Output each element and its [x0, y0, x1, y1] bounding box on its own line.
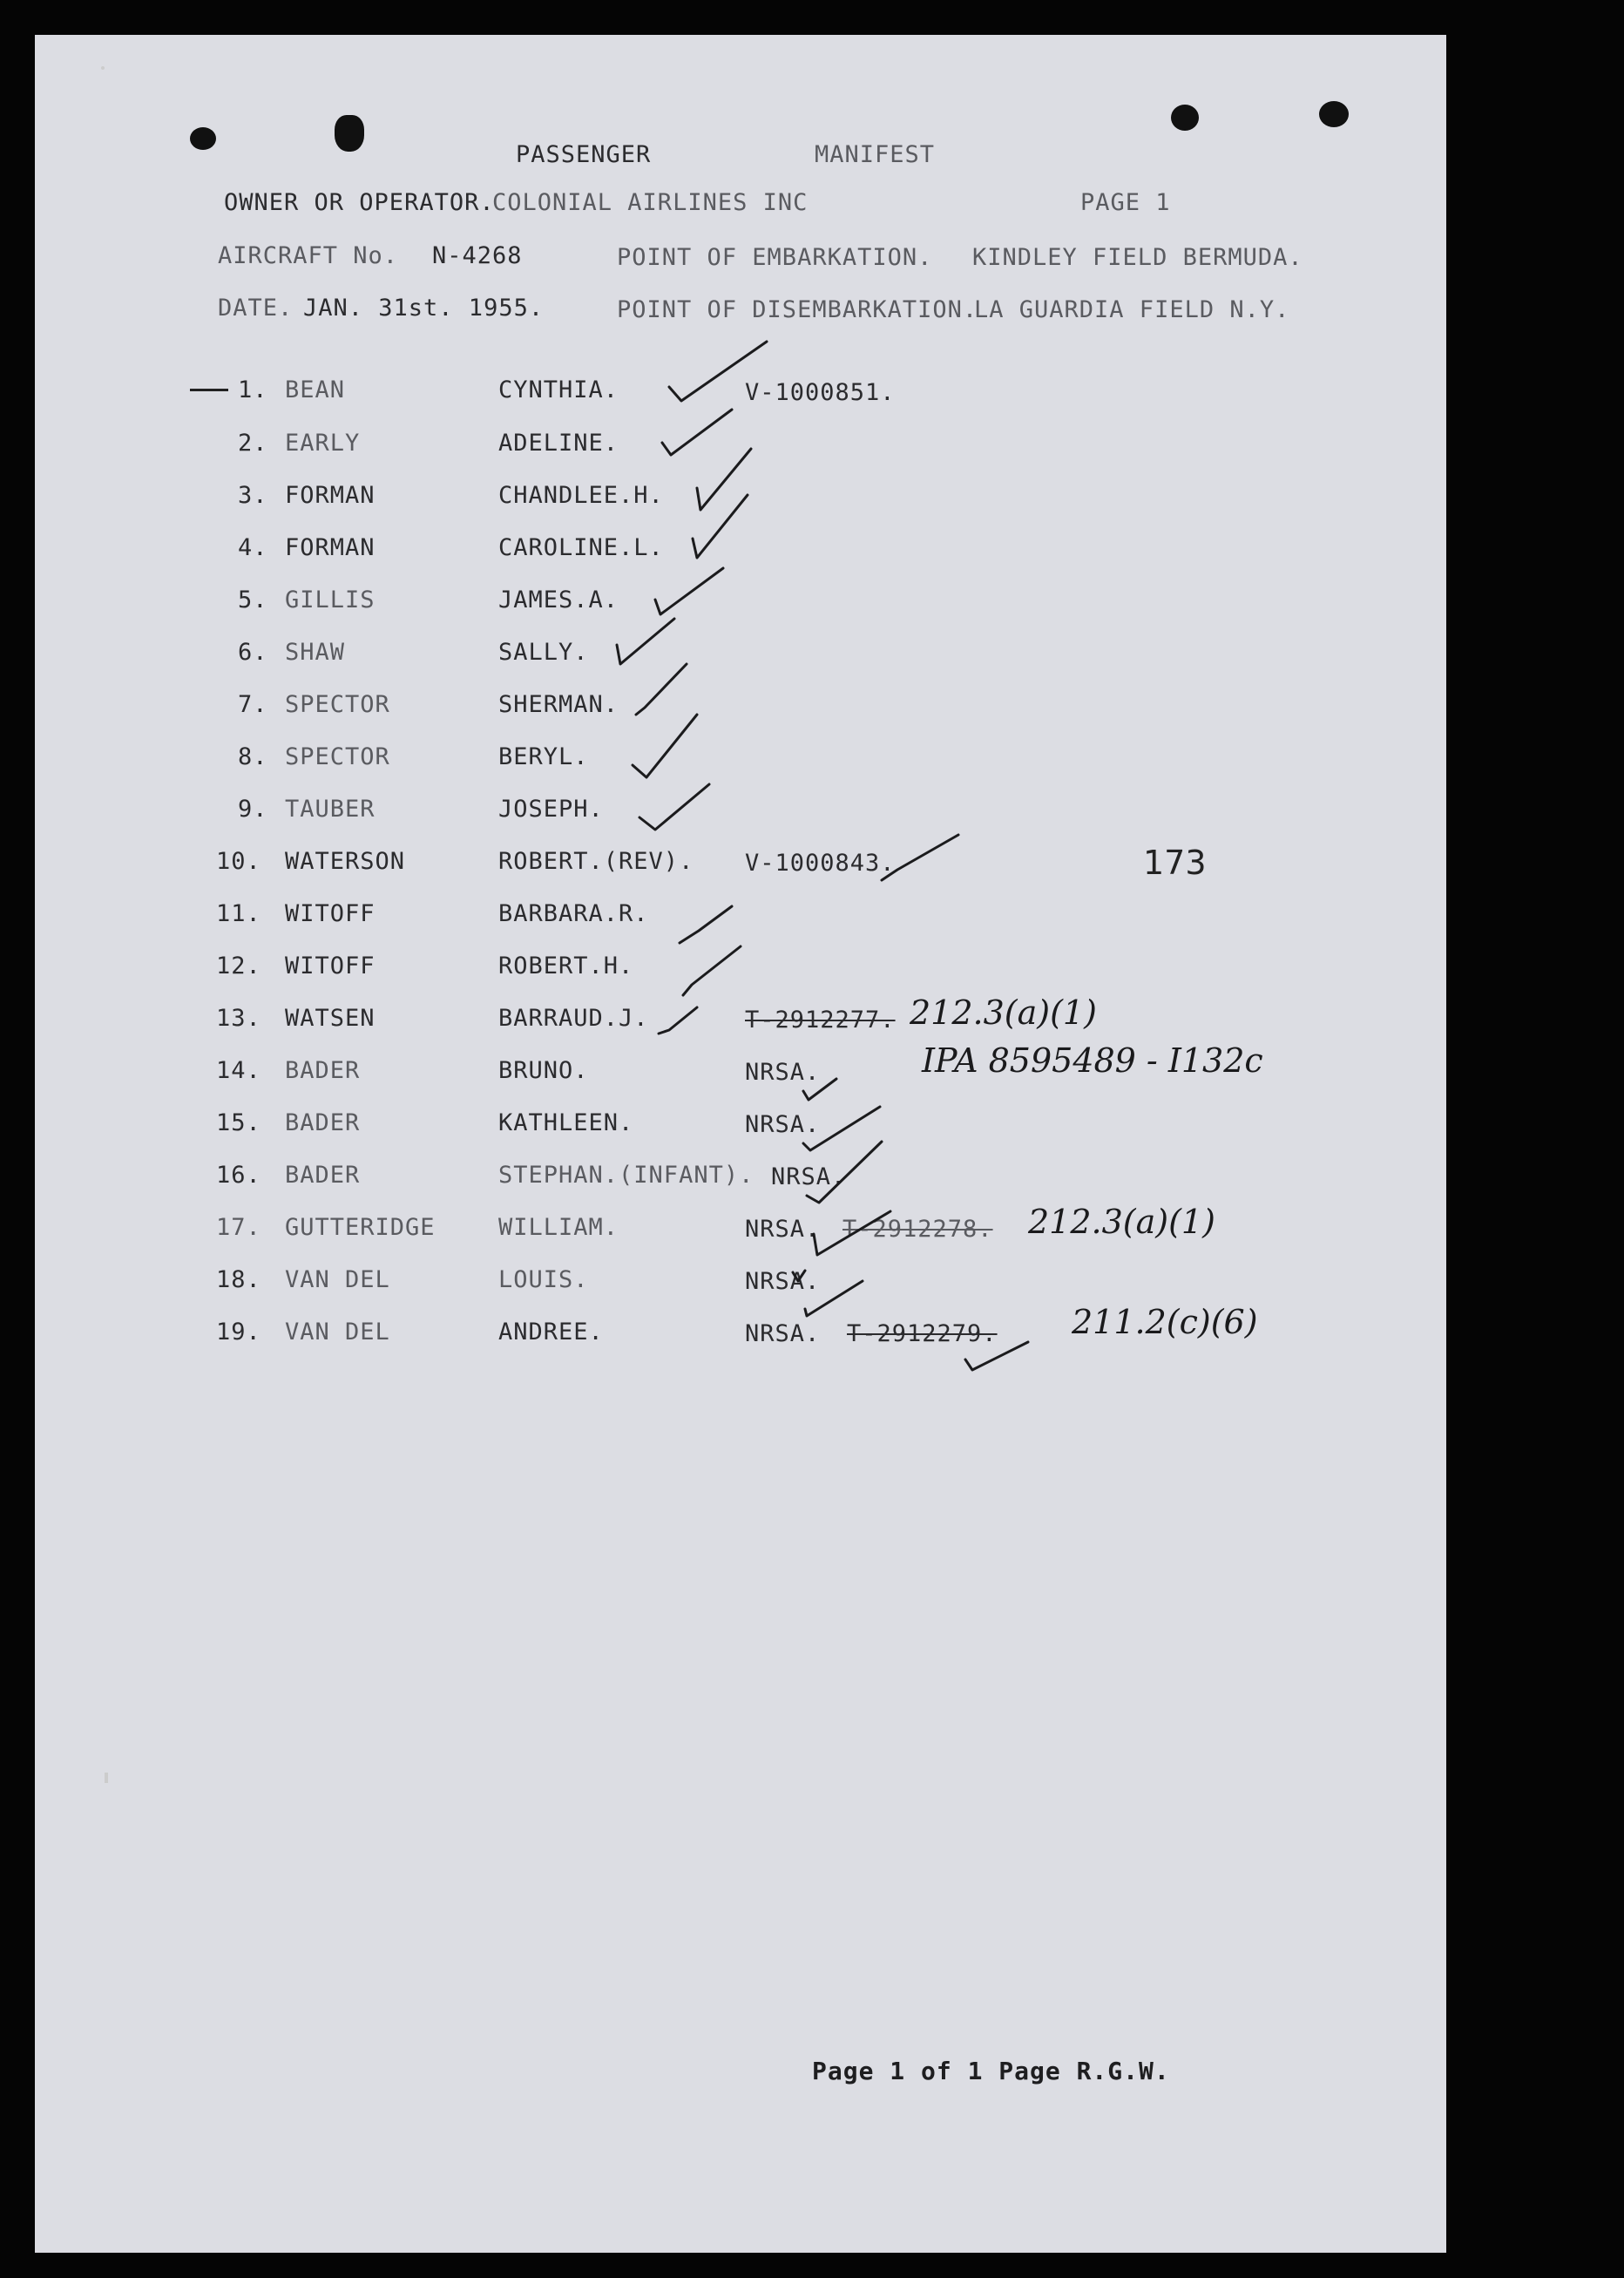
passenger-surname: BEAN — [285, 376, 346, 403]
passenger-given-name: STEPHAN.(INFANT). — [498, 1162, 754, 1189]
passenger-given-name: WILLIAM. — [498, 1214, 619, 1241]
check-mark-icon — [882, 835, 958, 880]
disembark-value: LA GUARDIA FIELD N.Y. — [974, 296, 1290, 323]
passenger-surname: SPECTOR — [285, 691, 390, 718]
check-mark-icon — [662, 410, 732, 455]
passenger-surname: BADER — [285, 1109, 361, 1136]
passenger-given-name: ROBERT.(REV). — [498, 848, 694, 875]
passenger-surname: FORMAN — [285, 482, 376, 509]
check-mark-icon — [803, 1107, 880, 1150]
passenger-number: 13. — [216, 1005, 261, 1032]
passenger-given-name: BERYL. — [498, 743, 589, 770]
passenger-surname: GILLIS — [285, 586, 376, 614]
check-mark-icon — [636, 664, 687, 715]
passenger-document: NRSA. — [771, 1163, 847, 1190]
passenger-document-2: T-2912279. — [847, 1320, 998, 1347]
passenger-number: 3. — [238, 482, 268, 509]
passenger-number: 7. — [238, 691, 268, 718]
stamp-number: 173 — [1143, 844, 1207, 882]
passenger-number: 5. — [238, 586, 268, 614]
margin-speck — [105, 1773, 108, 1783]
passenger-given-name: CYNTHIA. — [498, 376, 619, 403]
handwritten-note: IPA 8595489 - I132c — [922, 1041, 1263, 1080]
check-mark-icon — [965, 1342, 1028, 1370]
check-mark-icon — [814, 1211, 890, 1255]
check-mark-icon — [683, 946, 741, 995]
passenger-document: NRSA. — [745, 1059, 821, 1086]
passenger-given-name: LOUIS. — [498, 1266, 589, 1293]
passenger-given-name: ADELINE. — [498, 430, 619, 457]
passenger-given-name: KATHLEEN. — [498, 1109, 634, 1136]
passenger-document: V-1000843. — [745, 850, 896, 877]
passenger-surname: TAUBER — [285, 796, 376, 823]
passenger-number: 4. — [238, 534, 268, 561]
passenger-number: 2. — [238, 430, 268, 457]
passenger-document: V-1000851. — [745, 379, 896, 406]
check-mark-icon — [617, 619, 674, 664]
check-mark-icon — [659, 1007, 697, 1034]
aircraft-label: AIRCRAFT No. — [218, 242, 399, 269]
check-mark-icon — [680, 906, 732, 943]
passenger-surname: GUTTERIDGE — [285, 1214, 436, 1241]
passenger-given-name: CAROLINE.L. — [498, 534, 664, 561]
handwritten-note: 212.3(a)(1) — [1028, 1203, 1215, 1241]
passenger-given-name: ANDREE. — [498, 1319, 604, 1346]
passenger-number: 11. — [216, 900, 261, 927]
manifest-title-left: PASSENGER — [516, 141, 652, 168]
passenger-surname: EARLY — [285, 430, 361, 457]
passenger-document: NRSA. — [745, 1268, 821, 1295]
check-mark-icon — [655, 568, 723, 614]
page-footer: Page 1 of 1 Page R.G.W. — [812, 2057, 1170, 2085]
passenger-number: 15. — [216, 1109, 261, 1136]
passenger-document: NRSA. — [745, 1111, 821, 1138]
passenger-number: 10. — [216, 848, 261, 875]
check-mark-icon — [807, 1142, 882, 1203]
passenger-surname: VAN DEL — [285, 1266, 390, 1293]
passenger-surname: WATSEN — [285, 1005, 376, 1032]
aircraft-value: N-4268 — [432, 242, 523, 269]
passenger-surname: BADER — [285, 1162, 361, 1189]
manifest-page — [35, 35, 1446, 2253]
passenger-surname: SPECTOR — [285, 743, 390, 770]
passenger-number: 1. — [238, 376, 268, 403]
passenger-surname: SHAW — [285, 639, 346, 666]
passenger-given-name: BARBARA.R. — [498, 900, 649, 927]
passenger-document: NRSA. — [745, 1216, 821, 1243]
passenger-document: NRSA. — [745, 1320, 821, 1347]
passenger-given-name: JOSEPH. — [498, 796, 604, 823]
passenger-number: 16. — [216, 1162, 261, 1189]
handwritten-note: 212.3(a)(1) — [910, 993, 1097, 1032]
check-marks — [35, 35, 1446, 2253]
passenger-number: 17. — [216, 1214, 261, 1241]
passenger-number: 18. — [216, 1266, 261, 1293]
embark-value: KINDLEY FIELD BERMUDA. — [972, 244, 1303, 271]
check-mark-icon — [793, 1271, 805, 1281]
passenger-given-name: SHERMAN. — [498, 691, 619, 718]
passenger-given-name: JAMES.A. — [498, 586, 619, 614]
passenger-given-name: SALLY. — [498, 639, 589, 666]
passenger-given-name: CHANDLEE.H. — [498, 482, 664, 509]
date-label: DATE. — [218, 295, 294, 322]
check-mark-icon — [803, 1079, 836, 1100]
handwritten-note: 211.2(c)(6) — [1072, 1303, 1258, 1341]
passenger-number: 9. — [238, 796, 268, 823]
passenger-surname: WITOFF — [285, 900, 376, 927]
passenger-given-name: BRUNO. — [498, 1057, 589, 1084]
owner-label: OWNER OR OPERATOR. — [224, 189, 495, 216]
margin-speck — [101, 66, 105, 70]
passenger-document-2: T-2912278. — [842, 1216, 993, 1243]
date-value: JAN. 31st. 1955. — [303, 295, 545, 322]
passenger-number: 8. — [238, 743, 268, 770]
passenger-number: 6. — [238, 639, 268, 666]
passenger-surname: WATERSON — [285, 848, 406, 875]
passenger-surname: BADER — [285, 1057, 361, 1084]
passenger-given-name: ROBERT.H. — [498, 953, 634, 980]
check-mark-icon — [633, 715, 697, 777]
passenger-number: 19. — [216, 1319, 261, 1346]
passenger-number: 12. — [216, 953, 261, 980]
passenger-surname: WITOFF — [285, 953, 376, 980]
check-mark-icon — [805, 1281, 863, 1316]
manifest-title-right: MANIFEST — [815, 141, 936, 168]
disembark-label: POINT OF DISEMBARKATION. — [617, 296, 978, 323]
check-mark-icon — [639, 784, 709, 830]
passenger-surname: FORMAN — [285, 534, 376, 561]
check-mark-icon — [669, 342, 767, 401]
owner-value: COLONIAL AIRLINES INC — [492, 189, 809, 216]
passenger-document: T-2912277. — [745, 1007, 896, 1034]
owner-extra: PAGE 1 — [1080, 189, 1171, 216]
passenger-surname: VAN DEL — [285, 1319, 390, 1346]
embark-label: POINT OF EMBARKATION. — [617, 244, 933, 271]
passenger-number: 14. — [216, 1057, 261, 1084]
passenger-given-name: BARRAUD.J. — [498, 1005, 649, 1032]
